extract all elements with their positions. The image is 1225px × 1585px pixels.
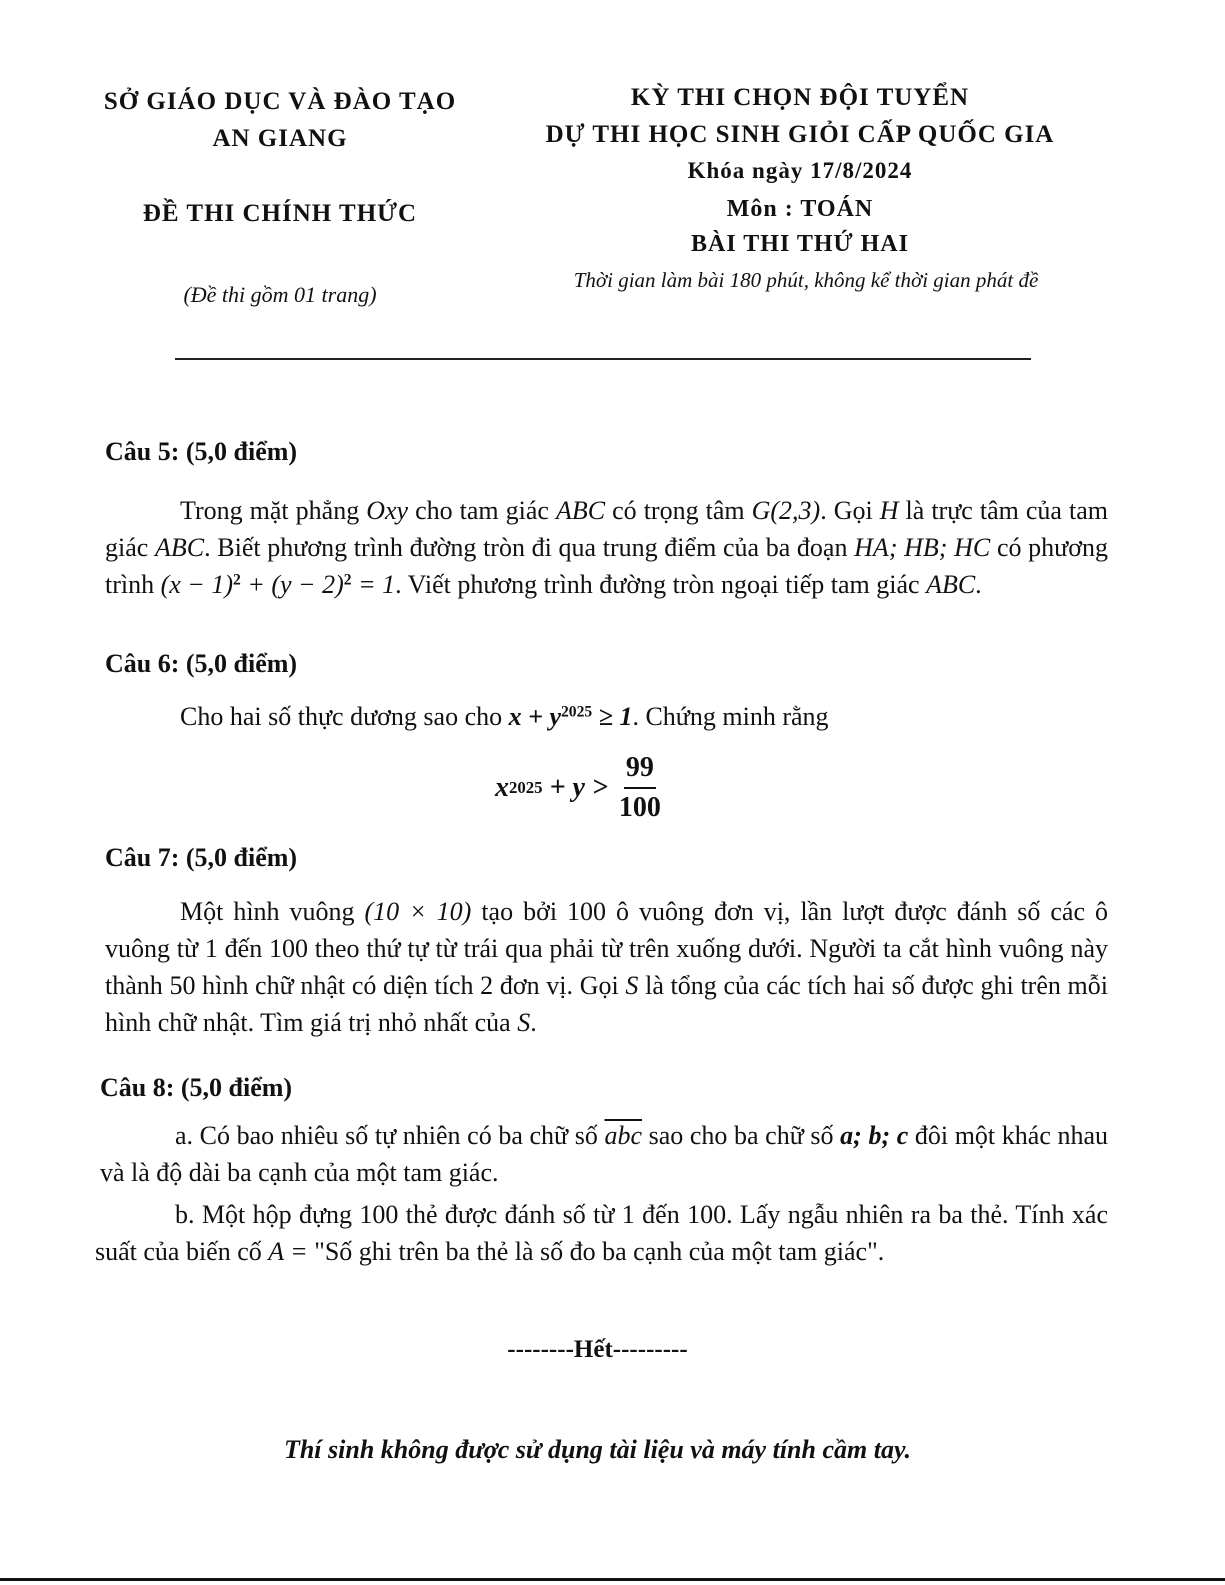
issuer-line1: SỞ GIÁO DỤC VÀ ĐÀO TẠO — [103, 88, 457, 115]
exam-title-line1: KỲ THI CHỌN ĐỘI TUYỂN — [630, 84, 970, 111]
question-6-inequality: x 2025 + y > $\frac{99}{100}$ — [495, 752, 661, 823]
exam-paper: BÀI THI THỨ HAI — [691, 231, 909, 257]
question-5-body: Trong mặt phẳng Oxy cho tam giác ABC có trọng tâm G(2,3). Gọi H là trực tâm của tam giác ABC. Biết phương trình đường tròn đi qua trung điểm của ba đoạn HA; HB; HC có phương trình $(x - 1)^2 + (y - 2)^2 = 1$. Viết phương trình đường tròn ngoại tiếp tam giác ABC. — [105, 496, 1108, 599]
exam-date: Khóa ngày 17/8/2024 — [687, 158, 913, 183]
question-6-body: Cho hai số thực dương sao cho $x + y^{2025} \ge 1$. Chứng minh rằng — [180, 702, 829, 731]
question-5-title: Câu 5: (5,0 điểm) — [105, 437, 298, 466]
question-6-title: Câu 6: (5,0 điểm) — [105, 649, 298, 678]
page-bottom-border — [0, 1578, 1225, 1581]
issuer-line2: AN GIANG — [212, 125, 348, 152]
question-8-part-b: b. Một hộp đựng 100 thẻ được đánh số từ 1 đến 100. Lấy ngẫu nhiên ra ba thẻ. Tính xác suất của biến cố A = "Số ghi trên ba thẻ là số đo ba cạnh của một tam giác". — [95, 1200, 1108, 1266]
header-divider — [175, 358, 1031, 360]
footer-note: Thí sinh không được sử dụng tài liệu và máy tính cầm tay. — [283, 1435, 912, 1464]
question-7-title: Câu 7: (5,0 điểm) — [105, 843, 298, 872]
end-marker: --------Hết--------- — [507, 1336, 688, 1363]
exam-title-line2: DỰ THI HỌC SINH GIỎI CẤP QUỐC GIA — [545, 121, 1055, 148]
question-7-body: Một hình vuông (10 × 10) tạo bởi 100 ô vuông đơn vị, lần lượt được đánh số các ô vuông từ 1 đến 100 theo thứ tự từ trái qua phải từ trên xuống dưới. Người ta cắt hình vuông này thành 50 hình chữ nhật có diện tích 2 đơn vị. Gọi S là tổng của các tích hai số được ghi trên mỗi hình chữ nhật. Tìm giá trị nhỏ nhất của S. — [105, 897, 1108, 1037]
page-count-note: (Đề thi gồm 01 trang) — [183, 282, 377, 307]
official-label: ĐỀ THI CHÍNH THỨC — [142, 200, 418, 227]
exam-subject: Môn : TOÁN — [726, 196, 874, 222]
question-8-part-a: a. Có bao nhiêu số tự nhiên có ba chữ số $\overline{abc}$ sao cho ba chữ số a; b; c đôi một khác nhau và là độ dài ba cạnh của một tam giác. — [100, 1121, 1109, 1187]
exam-duration: Thời gian làm bài 180 phút, không kể thời gian phát đề — [573, 268, 1039, 292]
question-8-title: Câu 8: (5,0 điểm) — [100, 1073, 293, 1102]
